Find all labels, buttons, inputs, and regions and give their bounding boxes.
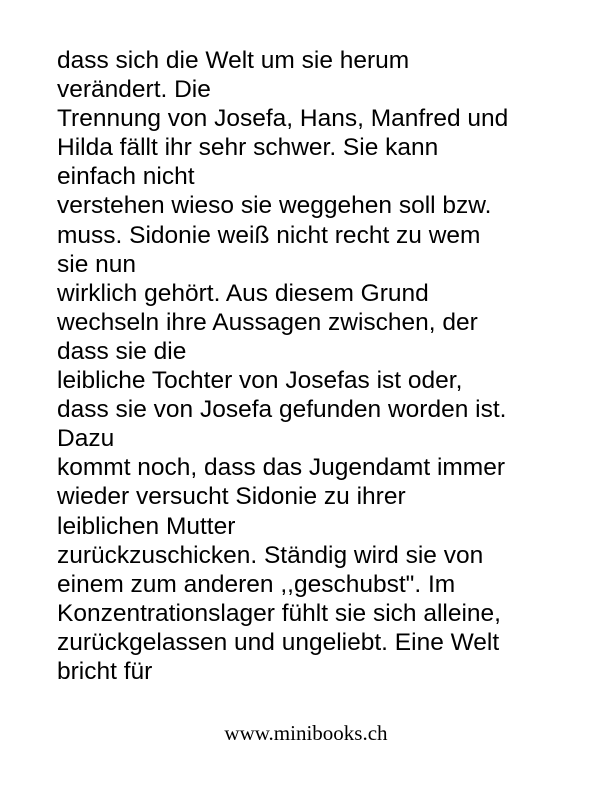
text-line: bricht für (57, 657, 153, 685)
text-line: Dazu (57, 425, 115, 453)
text-line: muss. Sidonie weiß nicht recht zu wem (57, 221, 481, 249)
text-line: Konzentrationslager fühlt sie sich alleine, (57, 599, 501, 627)
text-line: wieder versucht Sidonie zu ihrer (57, 483, 406, 511)
text-line: kommt noch, dass das Jugendamt immer (57, 454, 505, 482)
text-line: zurückzuschicken. Ständig wird sie von (57, 541, 484, 569)
text-line: dass sich die Welt um sie herum (57, 47, 410, 74)
text-line: Hilda fällt ihr sehr schwer. Sie kann (57, 134, 439, 162)
text-line: einfach nicht (57, 163, 195, 191)
text-line: verändert. Die (57, 76, 211, 104)
text-line: einem zum anderen ,,geschubst". Im (57, 570, 456, 598)
body-text (57, 46, 597, 686)
text-line: sie nun (57, 250, 137, 278)
text-line: verstehen wieso sie weggehen soll bzw. (57, 192, 492, 220)
text-line: leibliche Tochter von Josefas ist oder, (57, 367, 463, 395)
text-line: dass sie die (57, 337, 187, 365)
text-line: dass sie von Josefa gefunden worden ist. (57, 396, 507, 424)
text-line: Trennung von Josefa, Hans, Manfred und (57, 105, 509, 133)
text-line: wirklich gehört. Aus diesem Grund (57, 279, 429, 307)
footer-url: www.minibooks.ch (224, 721, 388, 745)
text-line: wechseln ihre Aussagen zwischen, der (57, 308, 478, 336)
text-line: leiblichen Mutter (57, 512, 236, 540)
text-line: zurückgelassen und ungeliebt. Eine Welt (57, 628, 500, 656)
